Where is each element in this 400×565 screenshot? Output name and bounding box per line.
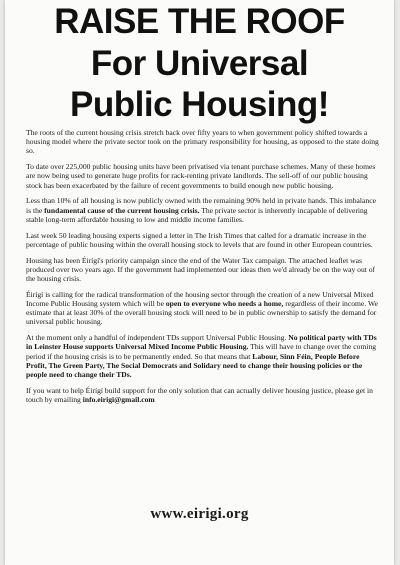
paragraph-history-text: The roots of the current housing crisis stretch back over fifty years to when government policy shifted towards a housing model where the private sector took on the primary responsibility for housing, as opposed to the state doing so. xyxy=(26,128,379,156)
paragraph-history xyxy=(26,128,381,156)
headline-line-2: For Universal xyxy=(90,44,309,83)
paragraph-ownership-emphasis: fundamental cause of the current housing crisis. xyxy=(44,205,200,215)
paragraph-parties-emphasis-2: Labour, Sinn Féin, People Before Profit, The Green Party, The Social Democrats and Solidary need to change their housing policies or the people need to change their TDs. xyxy=(26,351,363,380)
paragraph-campaign-text: Housing has been Éirígí's priority campaign since the end of the Water Tax campaign. The attached leaflet was produced over two years ago. If the government had implemented our ideas then we'd already be on the way out of the housing crisis. xyxy=(26,255,376,284)
website-url: www.eirigi.org xyxy=(150,506,249,522)
paragraph-campaign xyxy=(26,256,381,284)
paragraph-parties-emphasis-1: No political party with TDs in Leinster House supports Universal Mixed Income Public Housing. xyxy=(26,333,377,352)
paragraph-proposal xyxy=(26,290,381,327)
headline-line-1: RAISE THE ROOF xyxy=(54,2,345,41)
paragraph-contact-text: If you want to help Éirígí build support for the only solution that can actually deliver housing justice, please get in touch by emailing xyxy=(26,385,373,405)
paragraph-experts-letter xyxy=(26,231,381,249)
paragraph-experts-letter-text: Last week 50 leading housing experts signed a letter in The Irish Times that called for a dramatic increase in the percentage of public housing within the overall housing stock to levels that are found in other European countries. xyxy=(26,230,373,249)
flyer-body xyxy=(26,128,381,411)
paragraph-parties-text-c: This will have to change over the coming period if the housing crisis is to be permanently ended. So that means that xyxy=(26,342,377,361)
paragraph-privatisation xyxy=(26,162,381,190)
contact-email: info.eirigi@gmail.com xyxy=(82,395,155,405)
paragraph-parties-text-a: At the moment only a handful of independent TDs support Universal Public Housing. xyxy=(26,333,289,343)
paragraph-contact xyxy=(26,386,381,404)
headline-line-3: Public Housing! xyxy=(70,85,329,124)
paragraph-ownership xyxy=(26,196,381,224)
paragraph-proposal-text-c: regardless of their income. We estimate that at least 30% of the overall housing stock will need to be in public ownership to satisfy the demand for universal public housing. xyxy=(26,299,378,327)
paragraph-ownership-text-a: Less than 10% of all housing is now publicly owned with the remaining 90% held in private hands. This imbalance is the xyxy=(26,196,376,215)
paragraph-proposal-text-a: Éirígí is calling for the radical transformation of the housing sector through the creation of a new Universal Mixed Income Public Housing system which will be xyxy=(26,289,374,309)
paragraph-political-parties xyxy=(26,333,381,379)
paragraph-ownership-text-c: The private sector is inherently incapable of delivering stable long-term affordable housing to low and middle income families. xyxy=(26,205,368,224)
flyer-page xyxy=(5,0,394,565)
paragraph-proposal-emphasis: open to everyone who needs a home, xyxy=(165,299,284,309)
paragraph-privatisation-text: To date over 225,000 public housing units have been privatised via tenant purchase schemes. Many of these homes are now being used to generate huge profits for rack-renting private landlords. The sell-off of our public housing stock has been exacerbated by the failure of recent governments to build enough new public housing. xyxy=(26,162,376,190)
